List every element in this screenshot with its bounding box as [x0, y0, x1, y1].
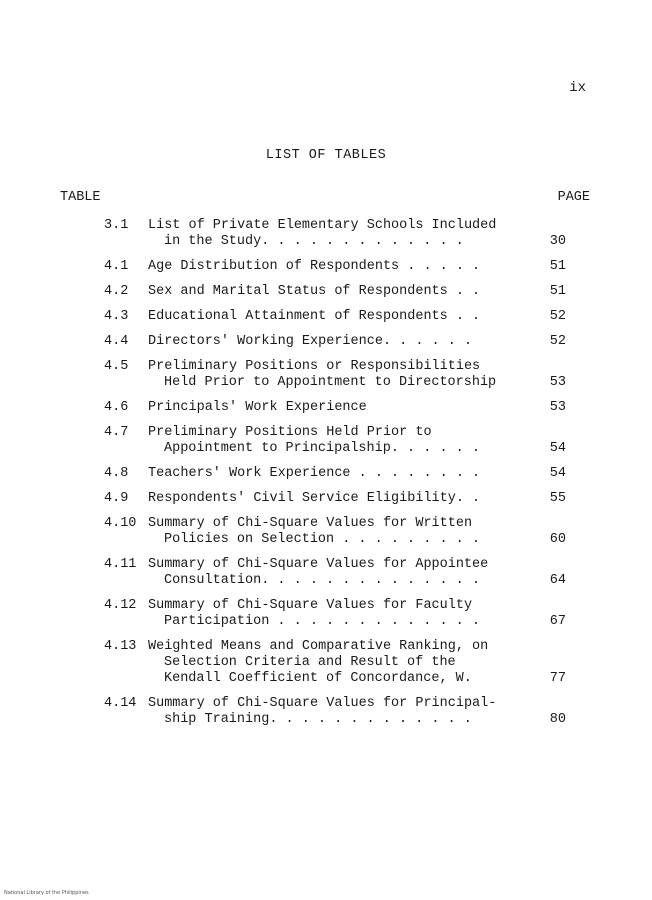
table-caption	[148, 557, 518, 589]
list-item	[104, 259, 572, 275]
caption-line: Participation . . . . . . . . . . . . .	[164, 614, 480, 629]
caption-line: List of Private Elementary Schools Included	[148, 218, 497, 233]
table-number: 4.12	[104, 598, 137, 613]
caption-line: Kendall Coefficient of Concordance, W.	[164, 671, 472, 686]
table-number: 4.2	[104, 284, 129, 299]
table-number: 4.9	[104, 491, 129, 506]
table-number: 4.8	[104, 466, 129, 481]
table-number: 4.3	[104, 309, 129, 324]
footer-note: National Library of the Philippines	[4, 890, 89, 896]
table-number: 4.11	[104, 557, 137, 572]
list-item	[104, 696, 572, 728]
list-item	[104, 516, 572, 548]
table-caption	[148, 218, 518, 250]
caption-line: Policies on Selection . . . . . . . . .	[164, 532, 480, 547]
caption-line: Summary of Chi-Square Values for Faculty	[148, 598, 473, 613]
page-ref: 60	[549, 532, 566, 547]
caption-line: Age Distribution of Respondents . . . . .	[148, 259, 481, 274]
table-caption	[148, 359, 518, 391]
caption-line: Summary of Chi-Square Values for Appointee	[148, 557, 489, 572]
caption-line: Directors' Working Experience. . . . . .	[148, 334, 473, 349]
table-caption	[148, 309, 518, 325]
page-title: LIST OF TABLES	[265, 148, 387, 163]
table-number: 4.13	[104, 639, 137, 654]
page-ref: 52	[549, 334, 566, 349]
caption-line: Sex and Marital Status of Respondents . .	[148, 284, 481, 299]
table-caption	[148, 516, 518, 548]
table-number: 4.4	[104, 334, 129, 349]
page-ref: 53	[549, 375, 566, 390]
page-column-header: PAGE	[557, 190, 590, 205]
list-item	[104, 400, 572, 416]
page-ref: 54	[549, 466, 566, 481]
list-item	[104, 639, 572, 687]
list-item	[104, 334, 572, 350]
table-list	[104, 218, 572, 737]
table-caption	[148, 259, 518, 275]
table-column-header: TABLE	[60, 190, 101, 205]
page-ref: 64	[549, 573, 566, 588]
table-number: 4.14	[104, 696, 137, 711]
caption-line: Teachers' Work Experience . . . . . . . .	[148, 466, 481, 481]
caption-line: Preliminary Positions or Responsibilities	[148, 359, 481, 374]
table-caption	[148, 466, 518, 482]
table-caption	[148, 639, 518, 687]
page-ref: 77	[549, 671, 566, 686]
caption-line: Summary of Chi-Square Values for Principal-	[148, 696, 497, 711]
caption-line: Respondents' Civil Service Eligibility. .	[148, 491, 481, 506]
page-ref: 30	[549, 234, 566, 249]
page-ref: 53	[549, 400, 566, 415]
list-item	[104, 425, 572, 457]
table-number: 4.1	[104, 259, 129, 274]
table-caption	[148, 400, 518, 416]
table-number: 4.7	[104, 425, 129, 440]
caption-line: in the Study. . . . . . . . . . . . .	[164, 234, 464, 249]
table-number: 3.1	[104, 218, 129, 233]
page-ref: 51	[549, 259, 566, 274]
list-item	[104, 466, 572, 482]
list-item	[104, 598, 572, 630]
list-item	[104, 284, 572, 300]
page-ref: 80	[549, 712, 566, 727]
table-caption	[148, 284, 518, 300]
caption-line: Educational Attainment of Respondents . .	[148, 309, 481, 324]
caption-line: Held Prior to Appointment to Directorship	[164, 375, 497, 390]
table-caption	[148, 598, 518, 630]
list-item	[104, 309, 572, 325]
caption-line: Consultation. . . . . . . . . . . . . .	[164, 573, 480, 588]
page-ref: 67	[549, 614, 566, 629]
caption-line: Selection Criteria and Result of the	[164, 655, 456, 670]
page-ref: 52	[549, 309, 566, 324]
page-number: ix	[569, 80, 586, 96]
caption-line: Summary of Chi-Square Values for Written	[148, 516, 473, 531]
table-number: 4.10	[104, 516, 137, 531]
caption-line: Preliminary Positions Held Prior to	[148, 425, 432, 440]
page-ref: 51	[549, 284, 566, 299]
caption-line: ship Training. . . . . . . . . . . . .	[164, 712, 472, 727]
table-caption	[148, 491, 518, 507]
list-item	[104, 491, 572, 507]
caption-line: Weighted Means and Comparative Ranking, on	[148, 639, 489, 654]
table-number: 4.5	[104, 359, 129, 374]
table-number: 4.6	[104, 400, 129, 415]
caption-line: Appointment to Principalship. . . . . .	[164, 441, 480, 456]
table-caption	[148, 334, 518, 350]
list-item	[104, 359, 572, 391]
page-ref: 55	[549, 491, 566, 506]
table-caption	[148, 696, 518, 728]
table-caption	[148, 425, 518, 457]
list-item	[104, 557, 572, 589]
caption-line: Principals' Work Experience	[148, 400, 367, 415]
page-ref: 54	[549, 441, 566, 456]
list-item	[104, 218, 572, 250]
